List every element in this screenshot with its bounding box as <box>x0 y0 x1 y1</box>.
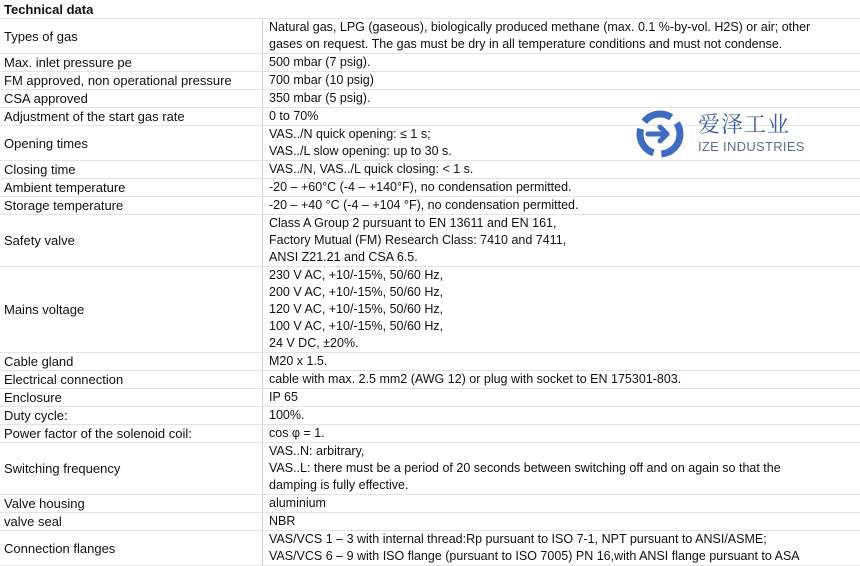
value-line: -20 – +40 °C (-4 – +104 °F), no condensation permitted. <box>269 198 579 212</box>
table-row <box>0 443 860 495</box>
table-row <box>0 531 860 566</box>
section-title: Technical data <box>4 2 94 17</box>
table-row <box>0 389 860 407</box>
table-row <box>0 267 860 353</box>
row-value <box>262 425 860 442</box>
value-line: 120 V AC, +10/-15%, 50/60 Hz, <box>269 302 444 316</box>
value-line: 230 V AC, +10/-15%, 50/60 Hz, <box>269 268 444 282</box>
table-row <box>0 353 860 371</box>
row-value <box>262 197 860 214</box>
row-label: FM approved, non operational pressure <box>4 73 232 88</box>
row-label: Enclosure <box>4 390 62 405</box>
value-line: VAS/VCS 6 – 9 with ISO flange (pursuant to ISO 7005) PN 16,with ANSI flange pursuant to ASA <box>269 549 800 563</box>
row-label: Adjustment of the start gas rate <box>4 109 185 124</box>
row-value <box>262 19 860 53</box>
table-row <box>0 513 860 531</box>
row-value <box>262 513 860 530</box>
row-label: Storage temperature <box>4 198 124 213</box>
value-line: 100%. <box>269 408 305 422</box>
row-value <box>262 54 860 71</box>
row-label: Electrical connection <box>4 372 124 387</box>
value-line: VAS../L slow opening: up to 30 s. <box>269 144 452 158</box>
value-line: Natural gas, LPG (gaseous), biologically produced methane (max. 0.1 %-by-vol. H2S) or air; other <box>269 20 811 34</box>
row-label: Valve housing <box>4 496 85 511</box>
ize-logo-icon <box>636 110 684 158</box>
row-value <box>262 179 860 196</box>
row-label: Duty cycle: <box>4 408 68 423</box>
value-line: M20 x 1.5. <box>269 354 328 368</box>
value-line: cos φ = 1. <box>269 426 325 440</box>
logo-chinese-name: 爱泽工业 <box>698 113 791 138</box>
value-line: VAS..N: arbitrary, <box>269 444 365 458</box>
value-line: 700 mbar (10 psig) <box>269 73 374 87</box>
value-line: VAS../N, VAS../L quick closing: < 1 s. <box>269 162 474 176</box>
table-row <box>0 215 860 267</box>
value-line: 200 V AC, +10/-15%, 50/60 Hz, <box>269 285 444 299</box>
table-row <box>0 371 860 389</box>
row-label: Opening times <box>4 135 88 151</box>
row-value <box>262 407 860 424</box>
row-label: Max. inlet pressure pe <box>4 55 132 70</box>
row-label: Closing time <box>4 162 76 177</box>
table-row <box>0 18 860 54</box>
row-label: Types of gas <box>4 28 78 44</box>
table-row <box>0 197 860 215</box>
row-label: Power factor of the solenoid coil: <box>4 426 192 441</box>
value-line: cable with max. 2.5 mm2 (AWG 12) or plug with socket to EN 175301-803. <box>269 372 682 386</box>
value-line: VAS..L: there must be a period of 20 seconds between switching off and on again so that the <box>269 461 781 475</box>
row-label: Ambient temperature <box>4 180 126 195</box>
row-label: Cable gland <box>4 354 74 369</box>
value-line: IP 65 <box>269 390 298 404</box>
row-value <box>262 443 860 494</box>
value-line: Factory Mutual (FM) Research Class: 7410 and 7411, <box>269 233 567 247</box>
value-line: 100 V AC, +10/-15%, 50/60 Hz, <box>269 319 444 333</box>
row-value <box>262 389 860 406</box>
row-value <box>262 72 860 89</box>
row-label: valve seal <box>4 514 62 529</box>
row-label: Switching frequency <box>4 461 121 476</box>
row-value <box>262 353 860 370</box>
table-row <box>0 407 860 425</box>
value-line: 500 mbar (7 psig). <box>269 55 371 69</box>
value-line: aluminium <box>269 496 326 510</box>
table-row <box>0 495 860 513</box>
value-line: VAS/VCS 1 – 3 with internal thread:Rp pursuant to ISO 7-1, NPT pursuant to ANSI/ASME; <box>269 532 767 546</box>
value-line: ANSI Z21.21 and CSA 6.5. <box>269 250 418 264</box>
row-label: Safety valve <box>4 233 75 248</box>
value-line: gases on request. The gas must be dry in all temperature conditions and must not condense. <box>269 37 783 51</box>
row-value <box>262 215 860 266</box>
row-label: CSA approved <box>4 91 88 106</box>
table-row <box>0 54 860 72</box>
value-line: VAS../N quick opening: ≤ 1 s; <box>269 127 431 141</box>
row-value <box>262 495 860 512</box>
row-label: Mains voltage <box>4 302 85 317</box>
table-row <box>0 72 860 90</box>
row-value <box>262 267 860 352</box>
value-line: damping is fully effective. <box>269 478 409 492</box>
table-row <box>0 425 860 443</box>
row-value <box>262 371 860 388</box>
value-line: 350 mbar (5 psig). <box>269 91 371 105</box>
spec-table <box>0 18 860 566</box>
row-label: Connection flanges <box>4 540 116 556</box>
value-line: 24 V DC, ±20%. <box>269 336 359 350</box>
table-row <box>0 179 860 197</box>
value-line: 0 to 70% <box>269 109 319 123</box>
row-value <box>262 531 860 565</box>
value-line: -20 – +60°C (-4 – +140°F), no condensation permitted. <box>269 180 572 194</box>
value-line: Class A Group 2 pursuant to EN 13611 and EN 161, <box>269 216 557 230</box>
logo-english-name: IZE INDUSTRIES <box>698 139 805 154</box>
company-logo <box>636 104 836 164</box>
value-line: NBR <box>269 514 296 528</box>
